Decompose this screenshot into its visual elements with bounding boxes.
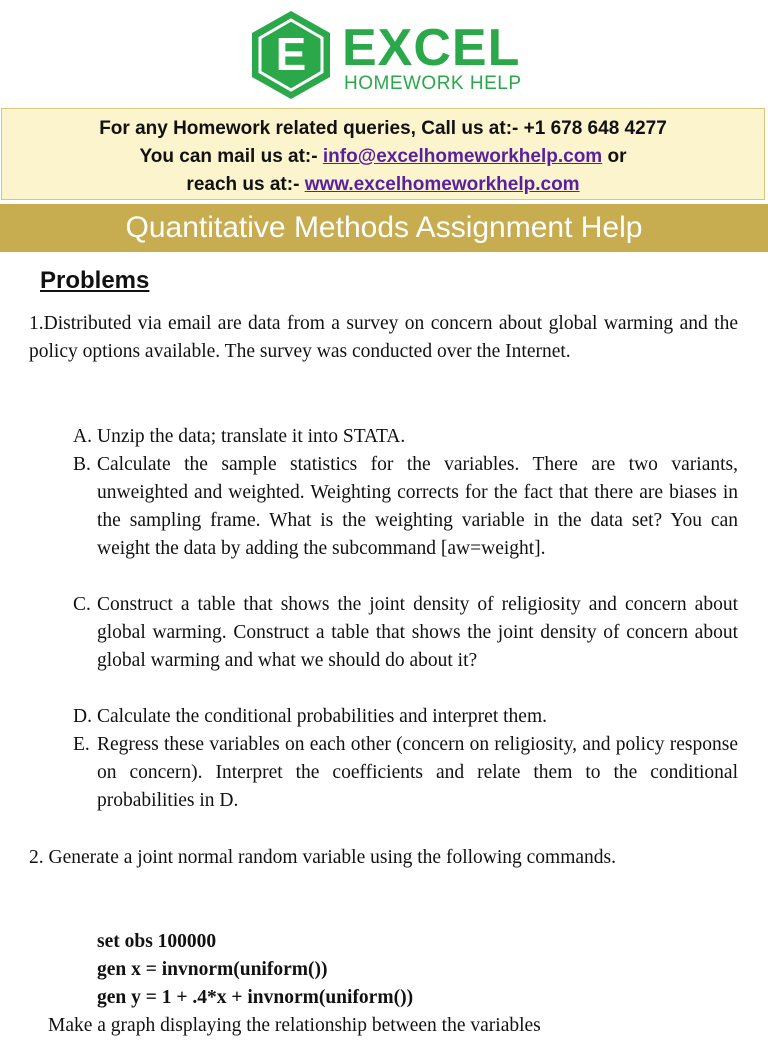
problems-heading: Problems bbox=[40, 267, 150, 294]
contact-email-line bbox=[2, 143, 764, 171]
list-item-letter: C. bbox=[73, 594, 91, 615]
list-item-text: Calculate the sample statistics for the variables. There are two variants, unweighted and weighted. Weighting corrects for the fact that there are biases in the sampling frame. What is the weighting variable in the data set? You can weight the data by adding the subcommand [aw=weight]. bbox=[97, 454, 738, 559]
trailing-instruction: Make a graph displaying the relationship between the variables bbox=[48, 1015, 541, 1036]
code-line: set obs 100000 bbox=[97, 931, 217, 952]
website-link[interactable]: www.excelhomeworkhelp.com bbox=[304, 174, 580, 195]
contact-website-prefix: reach us at:- bbox=[186, 174, 305, 195]
problem-2-intro: 2. Generate a joint normal random variable using the following commands. bbox=[29, 847, 617, 868]
logo-emblem-letter: E bbox=[275, 28, 307, 80]
contact-email-prefix: You can mail us at:- bbox=[139, 146, 323, 167]
contact-phone-line: For any Homework related queries, Call us at:- +1 678 648 4277 bbox=[99, 118, 667, 139]
list-item-text: Construct a table that shows the joint density of religiosity and concern about global warming. Construct a table that shows the joint density of concern about global warming and what we should do about it? bbox=[97, 594, 738, 671]
list-item bbox=[73, 423, 738, 451]
contact-box bbox=[1, 108, 765, 200]
email-link[interactable]: info@excelhomeworkhelp.com bbox=[322, 146, 603, 167]
list-item-letter: D. bbox=[73, 706, 92, 727]
list-item-text: Unzip the data; translate it into STATA. bbox=[97, 426, 406, 447]
logo-title: EXCEL bbox=[342, 19, 521, 77]
hexagon-e-icon bbox=[246, 10, 336, 100]
list-item-letter: E. bbox=[73, 734, 90, 755]
list-item bbox=[73, 731, 738, 815]
code-line: gen y = 1 + .4*x + invnorm(uniform()) bbox=[97, 987, 414, 1008]
list-item-text: Calculate the conditional probabilities and interpret them. bbox=[97, 706, 547, 727]
list-item bbox=[73, 451, 738, 563]
list-item bbox=[73, 703, 738, 731]
excel-homework-help-logo bbox=[246, 10, 526, 100]
list-item-letter: A. bbox=[73, 426, 92, 447]
list-item-letter: B. bbox=[73, 454, 91, 475]
contact-email-suffix: or bbox=[602, 146, 627, 167]
problem-1-intro: 1.Distributed via email are data from a survey on concern about global warming and the policy options available. The survey was conducted over the Internet. bbox=[29, 313, 738, 362]
list-item bbox=[73, 591, 738, 675]
contact-website-line bbox=[2, 171, 764, 199]
logo-subtitle: HOMEWORK HELP bbox=[344, 73, 522, 94]
list-item-text: Regress these variables on each other (concern on religiosity, and policy response on concern). Interpret the coefficients and relate them to the conditional probabilities in D. bbox=[97, 734, 738, 811]
code-line: gen x = invnorm(uniform()) bbox=[97, 959, 328, 980]
title-banner: Quantitative Methods Assignment Help bbox=[0, 204, 768, 252]
